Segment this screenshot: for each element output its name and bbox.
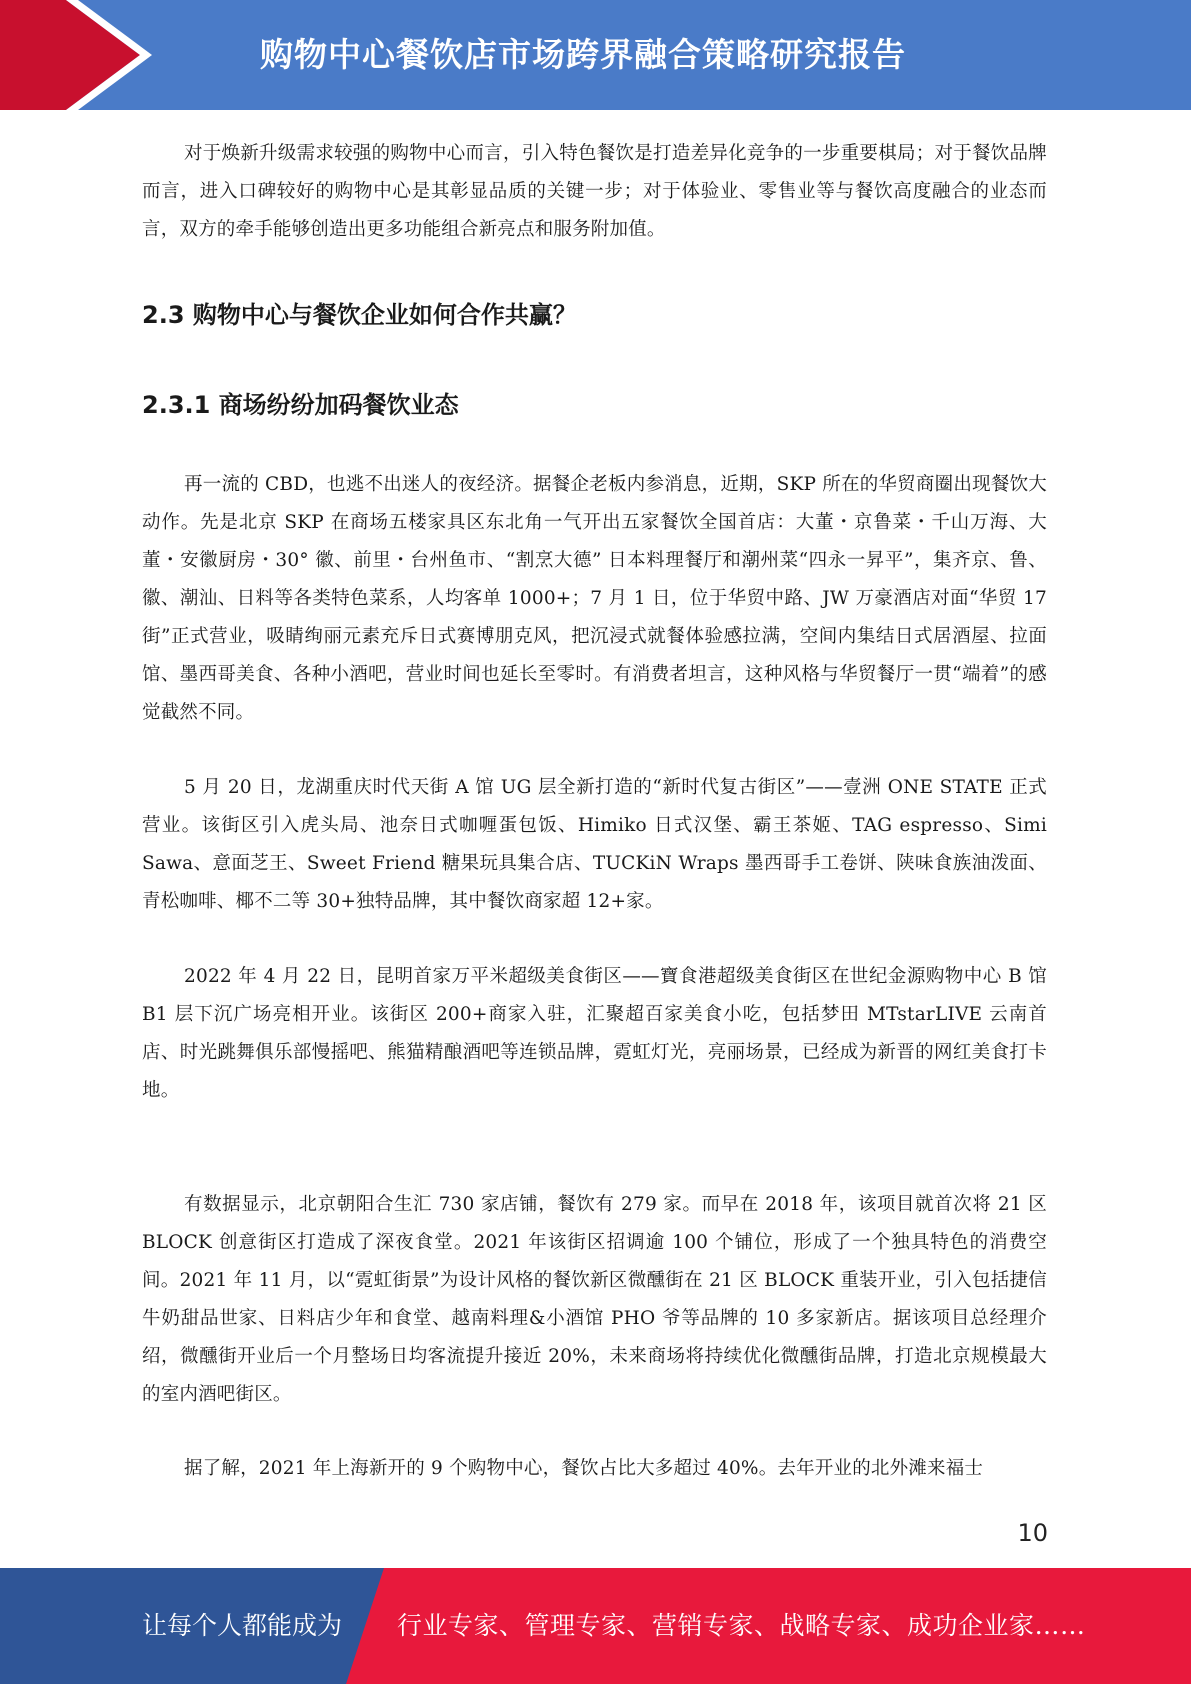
paragraph-longhu: 5 月 20 日，龙湖重庆时代天街 A 馆 UG 层全新打造的“新时代复古街区”——壹洲 ONE STATE 正式营业。该街区引入虎头局、池奈日式咖喱蛋包饭、Himiko 日式汉堡、霸王茶姬、TAG espresso、Simi Sawa、意面芝王、Sweet Friend 糖果玩具集合店、TUCKiN Wraps 墨西哥手工卷饼、陕味食族油泼面、青松咖啡、椰不二等 30+独特品牌，其中餐饮商家超 12+家。 <box>142 777 1047 912</box>
page-footer <box>0 1568 1191 1684</box>
paragraph-kunming-block <box>142 958 1047 1110</box>
report-title: 购物中心餐饮店市场跨界融合策略研究报告 <box>260 35 906 74</box>
paragraph-intro: 对于焕新升级需求较强的购物中心而言，引入特色餐饮是打造差异化竞争的一步重要棋局；对于餐饮品牌而言，进入口碑较好的购物中心是其彰显品质的关键一步；对于体验业、零售业等与餐饮高度融合的业态而言，双方的牵手能够创造出更多功能组合新亮点和服务附加值。 <box>142 143 1047 240</box>
paragraph-kunming: 2022 年 4 月 22 日，昆明首家万平米超级美食街区——寶食港超级美食街区在世纪金源购物中心 B 馆 B1 层下沉广场亮相开业。该街区 200+商家入驻，汇聚超百家美食小吃，包括梦田 MTstarLIVE 云南首店、时光跳舞俱乐部慢摇吧、熊猫精酿酒吧等连锁品牌，霓虹灯光，亮丽场景，已经成为新晋的网红美食打卡地。 <box>142 966 1047 1101</box>
page-number: 10 <box>1017 1519 1048 1547</box>
footer-slogan-left: 让每个人都能成为 <box>142 1611 343 1640</box>
page-header <box>0 0 1191 110</box>
section-heading-2-3: 2.3 购物中心与餐饮企业如何合作共赢？ <box>142 301 577 329</box>
paragraph-shanghai-block <box>142 1450 1047 1488</box>
subsection-heading-block <box>142 387 1047 423</box>
paragraph-skp-block <box>142 466 1047 732</box>
paragraph-skp: 再一流的 CBD，也逃不出迷人的夜经济。据餐企老板内参消息，近期，SKP 所在的华贸商圈出现餐饮大动作。先是北京 SKP 在商场五楼家具区东北角一气开出五家餐饮全国首店：大董・京鲁菜・千山万海、大董・安徽厨房・30° 徽、前里・台州鱼市、“割烹大德” 日本料理餐厅和潮州菜“四永一昇平”，集齐京、鲁、徽、潮汕、日料等各类特色菜系，人均客单 1000+；7 月 1 日，位于华贸中路、JW 万豪酒店对面“华贸 17 街”正式营业，吸睛绚丽元素充斥日式赛博朋克风，把沉浸式就餐体验感拉满，空间内集结日式居酒屋、拉面馆、墨西哥美食、各种小酒吧，营业时间也延长至零时。有消费者坦言，这种风格与华贸餐厅一贯“端着”的感觉截然不同。 <box>142 474 1047 723</box>
subsection-heading-2-3-1: 2.3.1 商场纷纷加码餐饮业态 <box>142 391 459 419</box>
paragraph-shanghai: 据了解，2021 年上海新开的 9 个购物中心，餐饮占比大多超过 40%。去年开业的北外滩来福士 <box>184 1458 984 1479</box>
paragraph-hesheng: 有数据显示，北京朝阳合生汇 730 家店铺，餐饮有 279 家。而早在 2018 年，该项目就首次将 21 区 BLOCK 创意街区打造成了深夜食堂。2021 年该街区招调逾 100 个铺位，形成了一个独具特色的消费空间。2021 年 11 月，以“霓虹街景”为设计风格的餐饮新区微醺街在 21 区 BLOCK 重装开业，引入包括捷信牛奶甜品世家、日料店少年和食堂、越南料理&小酒馆 PHO 爷等品牌的 10 多家新店。据该项目总经理介绍，微醺街开业后一个月整场日均客流提升接近 20%，未来商场将持续优化微醺街品牌，打造北京规模最大的室内酒吧街区。 <box>142 1194 1047 1405</box>
section-heading-block <box>142 297 1047 333</box>
header-red-chevron <box>0 0 160 110</box>
footer-slogan-right: 行业专家、管理专家、营销专家、战略专家、成功企业家…… <box>397 1611 1086 1640</box>
paragraph-hesheng-block <box>142 1186 1047 1414</box>
intro-paragraph-block <box>142 135 1047 249</box>
paragraph-longhu-block <box>142 769 1047 921</box>
